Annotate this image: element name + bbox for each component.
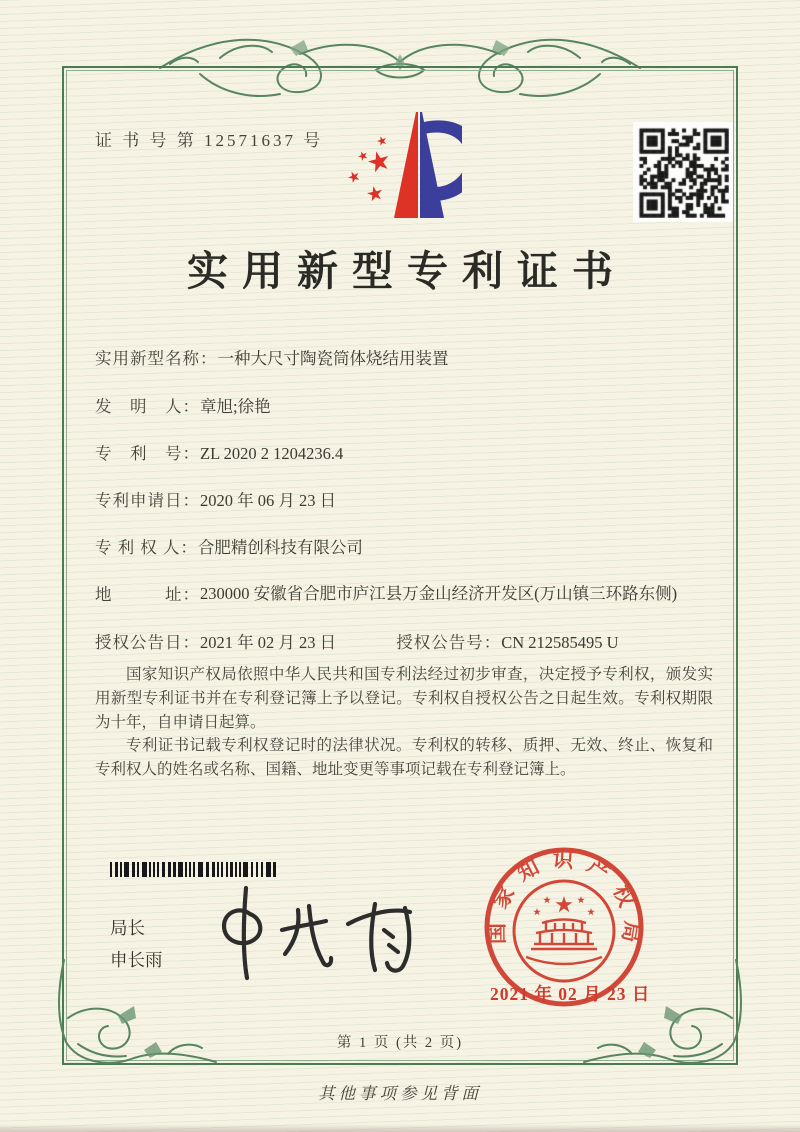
field-row-filing-date [95,487,336,511]
field-value: 一种大尺寸陶瓷筒体烧结用装置 [217,349,449,368]
national-emblem [514,881,614,981]
certificate-number: 证 书 号 第 12571637 号 [95,131,324,150]
legal-text [95,663,713,782]
field-row-name [95,345,449,369]
qr-code [637,126,729,218]
legal-paragraph: 国家知识产权局依照中华人民共和国专利法经过初步审查，决定授予专利权，颁发实用新型专利证书并在专利登记簿上予以登记。专利权自授权公告之日起生效。专利权期限为十年，自申请日起算。 [95,666,713,731]
field-row-patent-no [95,440,343,464]
page-number: 第 1 页 (共 2 页) [336,1035,464,1051]
field-value: 章旭;徐艳 [200,397,271,416]
officer-block [110,912,163,976]
seal-date: 2021 年 02 月 23 日 [490,984,651,1004]
field-row-patentee [95,534,363,558]
field-value: 2021 年 02 月 23 日 [200,633,337,652]
field-label: 地 址： [95,585,200,604]
field-value: 230000 安徽省合肥市庐江县万金山经济开发区(万山镇三环路东侧) [200,584,678,603]
field-label: 专 利 号： [95,444,200,463]
field-row-inventor [95,393,271,417]
field-label: 专 利 权 人： [95,538,198,557]
officer-signature [212,882,422,982]
field-label: 授权公告日： [95,633,200,652]
cnipa-logo [330,106,462,224]
field-row-address [95,581,695,606]
field-value: 合肥精创科技有限公司 [197,538,363,557]
back-side-note: 其他事项参见背面 [318,1084,482,1103]
field-label: 发 明 人： [95,397,200,416]
field-value: 2020 年 06 月 23 日 [200,491,337,510]
field-label: 实用新型名称： [95,349,218,368]
officer-title: 局长 [110,918,145,938]
barcode [110,862,278,877]
grant-number-label: 授权公告号： [396,633,502,652]
seal-ring-text: 国家知识产权局 [484,847,645,957]
legal-paragraph: 专利证书记载专利权登记时的法律状况。专利权的转移、质押、无效、终止、恢复和专利权人的姓名或名称、国籍、地址变更等事项记载在专利登记簿上。 [95,737,713,779]
scan-edge-shadow [0,1124,800,1132]
field-row-grant [95,629,619,653]
grant-number-value: CN 212585495 U [501,633,619,652]
field-value: ZL 2020 2 1204236.4 [200,444,344,463]
certificate-title: 实用新型专利证书 [187,248,627,294]
field-label: 专利申请日： [95,491,200,510]
officer-name: 申长雨 [110,950,163,970]
